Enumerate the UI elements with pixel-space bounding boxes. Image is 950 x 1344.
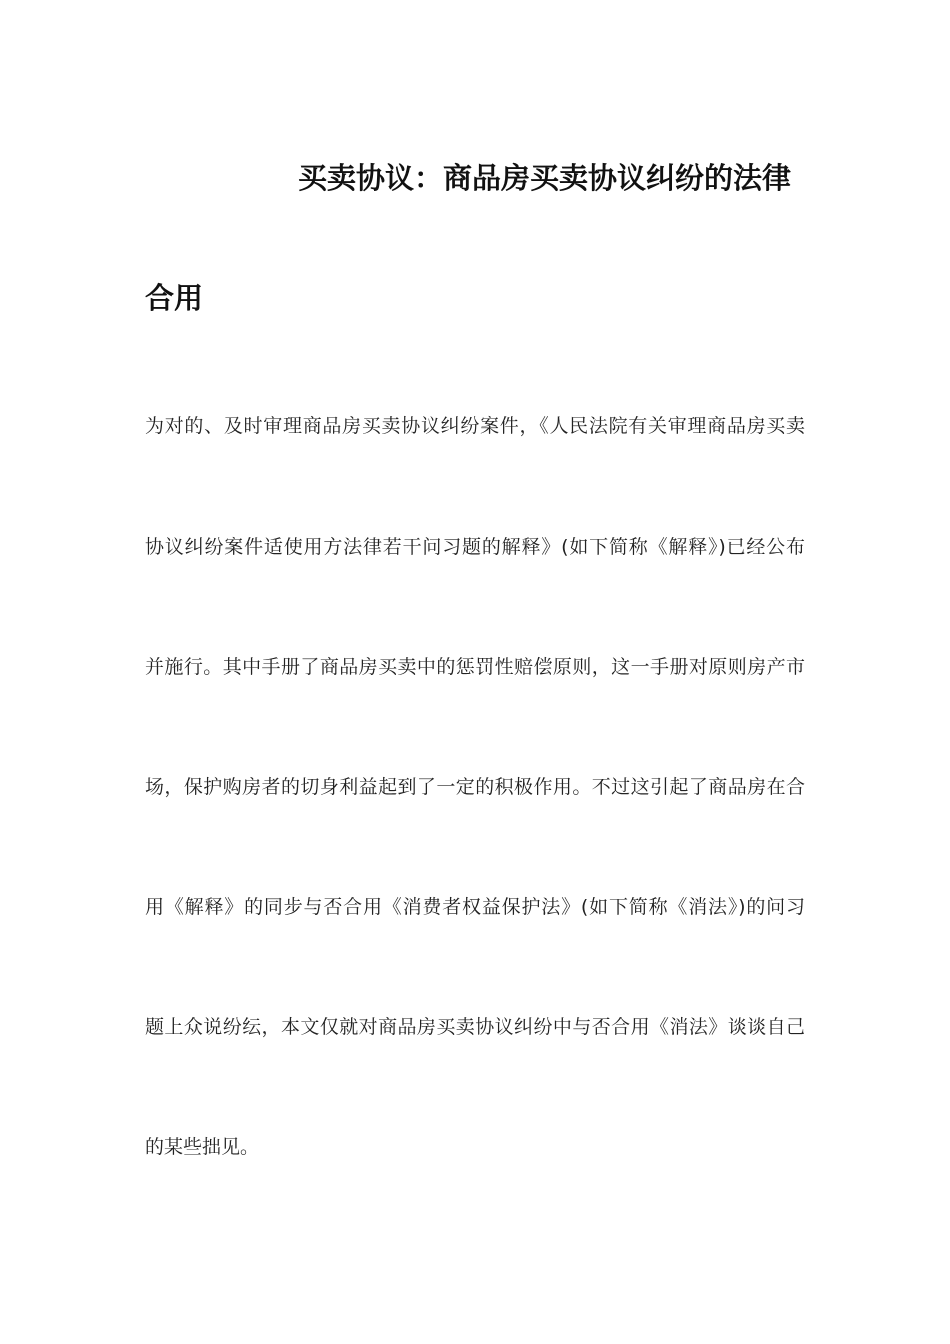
document-title-line-1: 买卖协议：商品房买卖协议纠纷的法律 xyxy=(298,161,792,195)
document-title-line-2: 合用 xyxy=(145,281,204,315)
paragraph-line-6: 题上众说纷纭，本文仅就对商品房买卖协议纠纷中与否合用《消法》谈谈自己 xyxy=(145,1016,805,1038)
paragraph-line-1: 为对的、及时审理商品房买卖协议纠纷案件，《人民法院有关审理商品房买卖 xyxy=(145,415,805,437)
paragraph-line-3: 并施行。其中手册了商品房买卖中的惩罚性赔偿原则，这一手册对原则房产市 xyxy=(145,656,805,678)
paragraph-line-7: 的某些拙见。 xyxy=(145,1136,260,1158)
paragraph-line-5: 用《解释》的同步与否合用《消费者权益保护法》(如下简称《消法》)的问习 xyxy=(145,896,805,918)
paragraph-line-2: 协议纠纷案件适使用方法律若干问习题的解释》(如下简称《解释》)已经公布 xyxy=(145,536,805,558)
paragraph-line-4: 场，保护购房者的切身利益起到了一定的积极作用。不过这引起了商品房在合 xyxy=(145,776,805,798)
